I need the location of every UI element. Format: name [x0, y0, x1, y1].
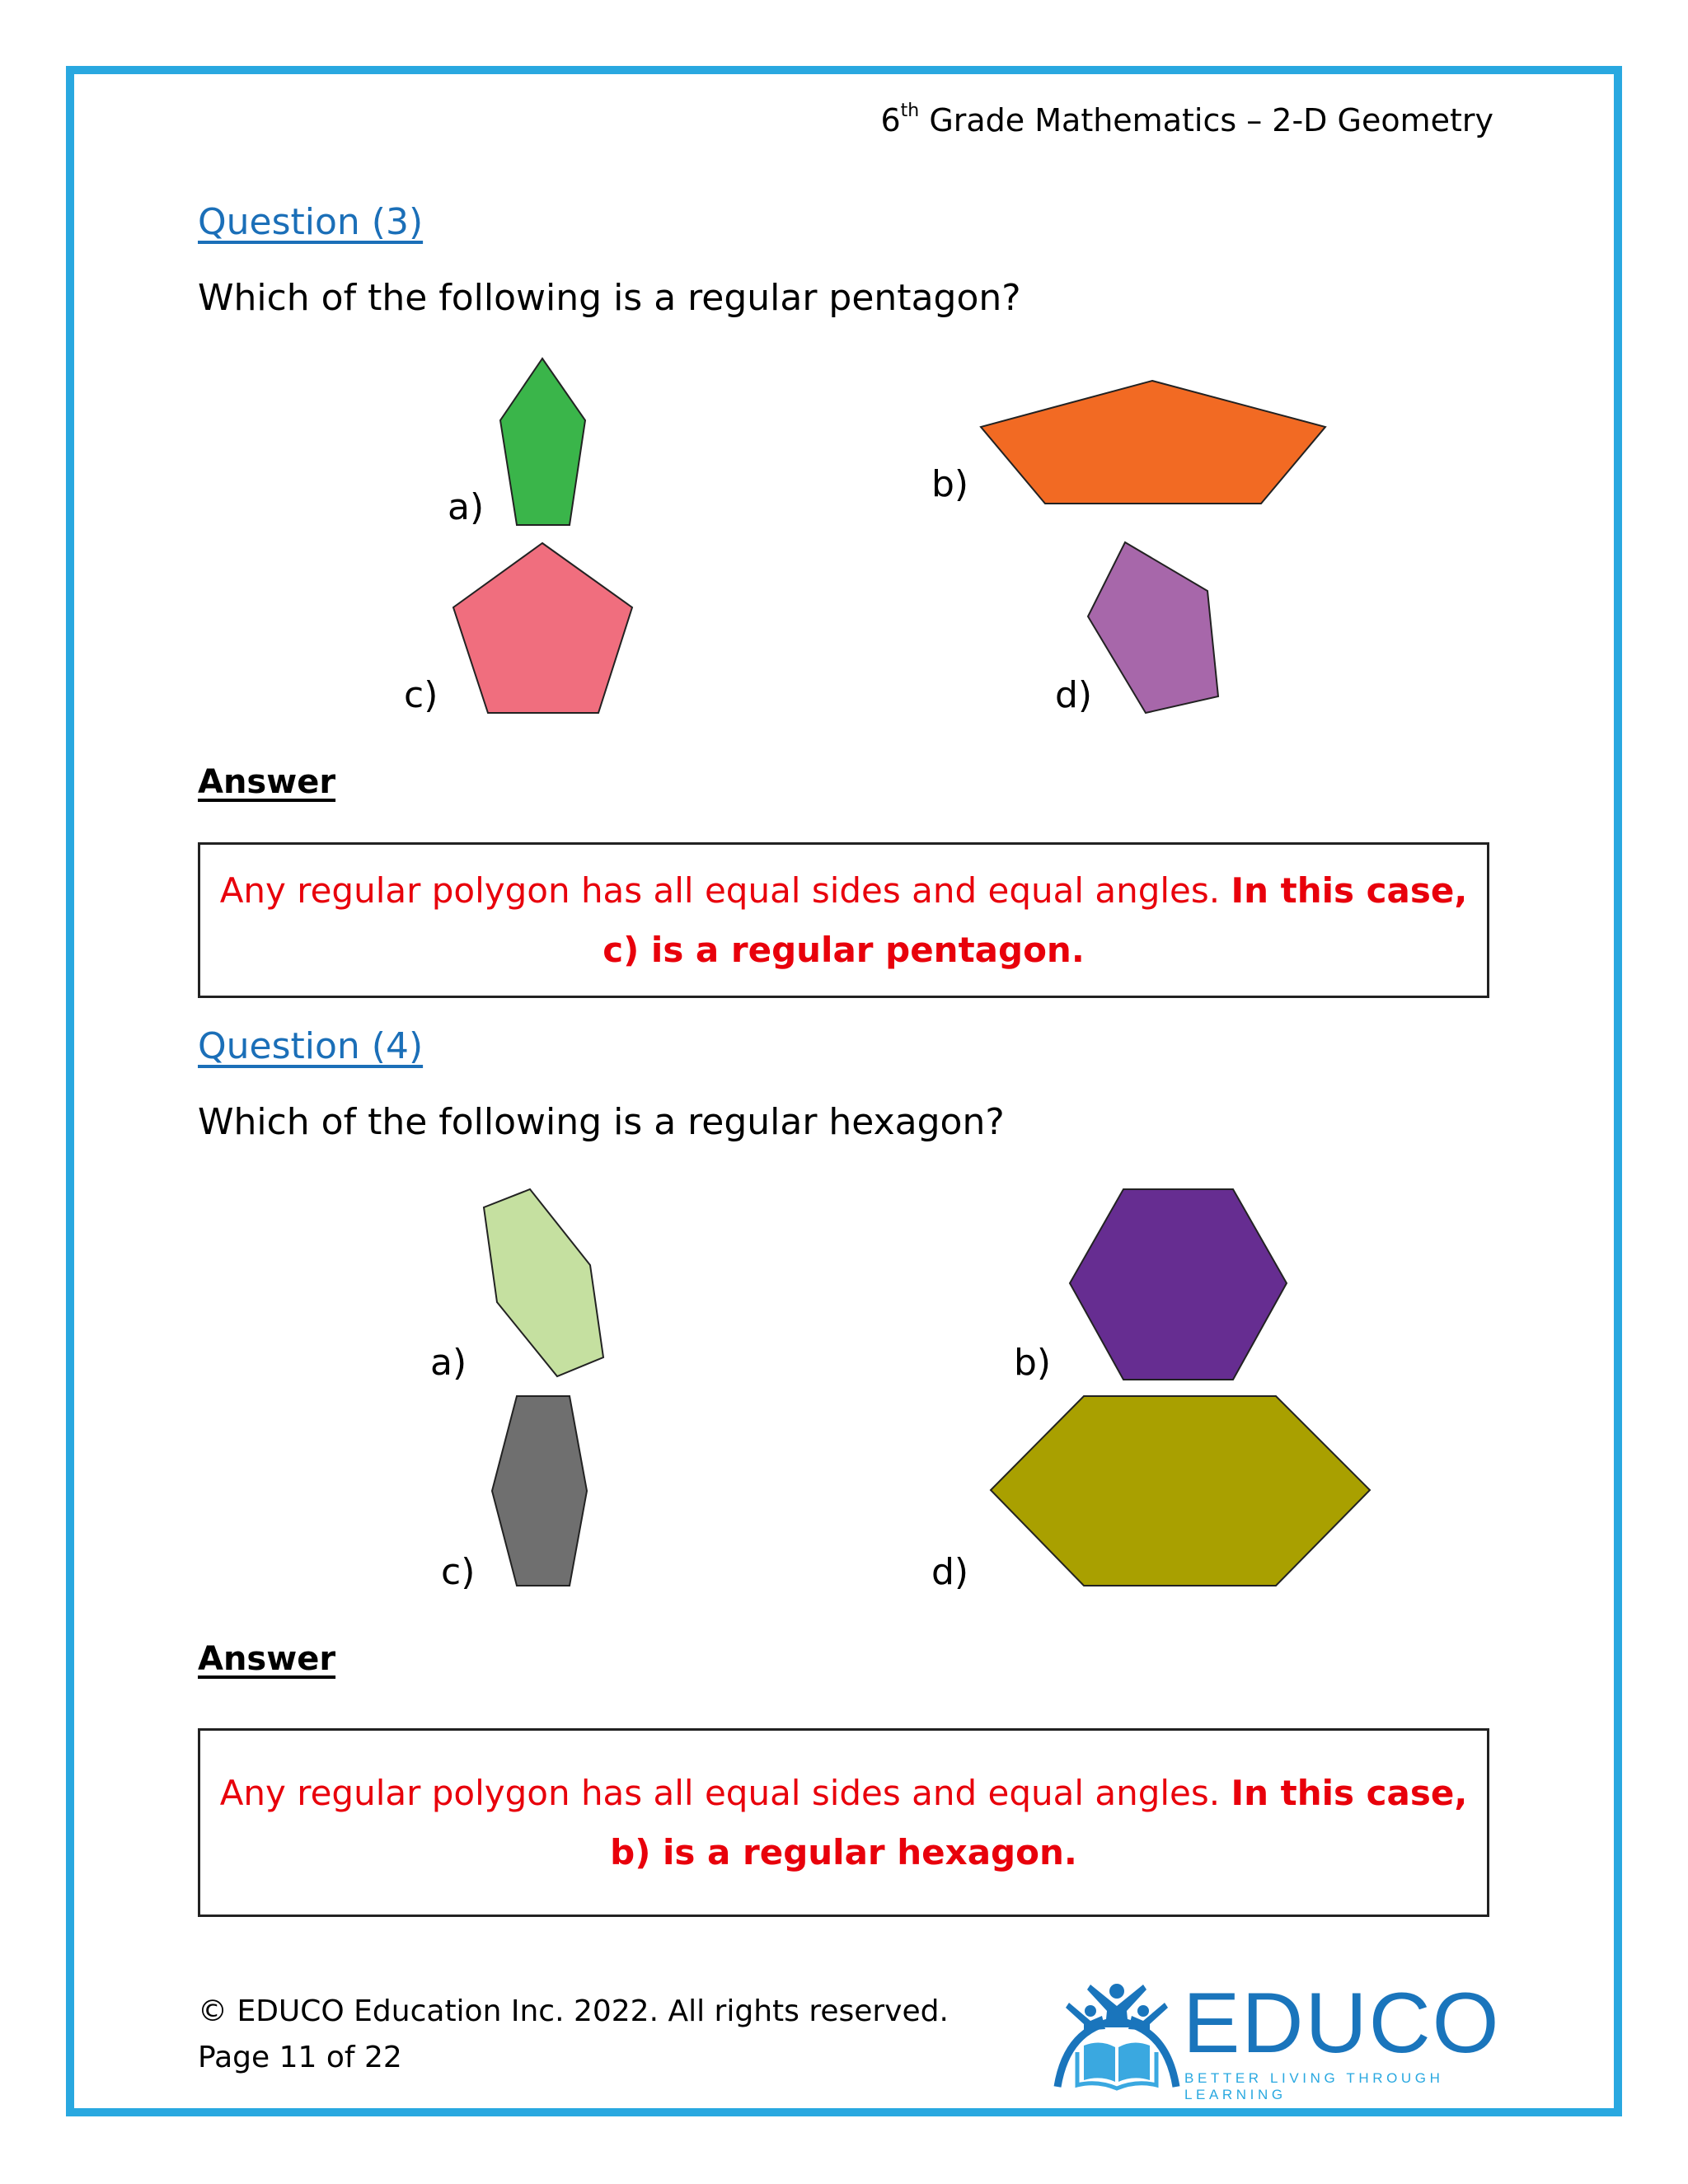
q3-option-c-label: c) — [404, 674, 438, 716]
q4-option-d-shape — [991, 1396, 1370, 1586]
q3-option-d-shape — [1088, 542, 1218, 713]
educo-logo-icon — [1051, 1978, 1183, 2093]
q4-option-b-label: b) — [1014, 1342, 1052, 1384]
q3-answer-bold: In this case, c) is a regular pentagon. — [603, 869, 1468, 970]
q4-option-a-shape — [484, 1189, 603, 1376]
logo-tagline: BETTER LIVING THROUGH LEARNING — [1184, 2070, 1444, 2102]
q4-option-b-shape — [1070, 1189, 1287, 1380]
footer-copyright: © EDUCO Education Inc. 2022. All rights reserved. — [198, 1994, 949, 2028]
q3-answer-label: Answer — [198, 763, 336, 801]
q3-option-d-label: d) — [1055, 674, 1093, 716]
footer-page-number: Page 11 of 22 — [198, 2041, 402, 2074]
q3-option-b-shape — [981, 381, 1325, 504]
header-title: Grade Mathematics – 2-D Geometry — [929, 102, 1493, 138]
q4-option-d-label: d) — [931, 1551, 969, 1593]
q3-option-a-label: a) — [448, 486, 485, 528]
header-grade-number: 6 — [880, 102, 901, 138]
q4-answer-plain: Any regular polygon has all equal sides and equal angles. — [219, 1772, 1231, 1813]
q4-option-c-label: c) — [441, 1551, 476, 1593]
q3-option-b-label: b) — [931, 463, 969, 505]
question-4-prompt: Which of the following is a regular hexagon? — [198, 1101, 1005, 1143]
q4-answer-bold: In this case, b) is a regular hexagon. — [610, 1772, 1468, 1872]
q3-option-a-shape — [500, 359, 585, 525]
q4-option-c-shape — [492, 1396, 587, 1586]
q4-answer-box — [198, 1728, 1489, 1917]
question-3-title: Question (3) — [198, 201, 424, 243]
educo-logo — [1051, 1975, 1501, 2102]
logo-wordmark: EDUCO — [1183, 1975, 1501, 2071]
q4-answer-text — [200, 1764, 1487, 1882]
question-4-title: Question (4) — [198, 1025, 424, 1067]
q3-answer-text — [200, 861, 1487, 980]
header-grade-suffix: th — [900, 101, 920, 121]
q3-answer-plain: Any regular polygon has all equal sides and equal angles. — [219, 869, 1231, 911]
q4-option-a-label: a) — [430, 1342, 467, 1384]
q3-option-c-shape — [453, 543, 632, 713]
q4-answer-label: Answer — [198, 1640, 336, 1678]
q3-answer-box — [198, 842, 1489, 998]
question-3-prompt: Which of the following is a regular pentagon? — [198, 277, 1021, 319]
